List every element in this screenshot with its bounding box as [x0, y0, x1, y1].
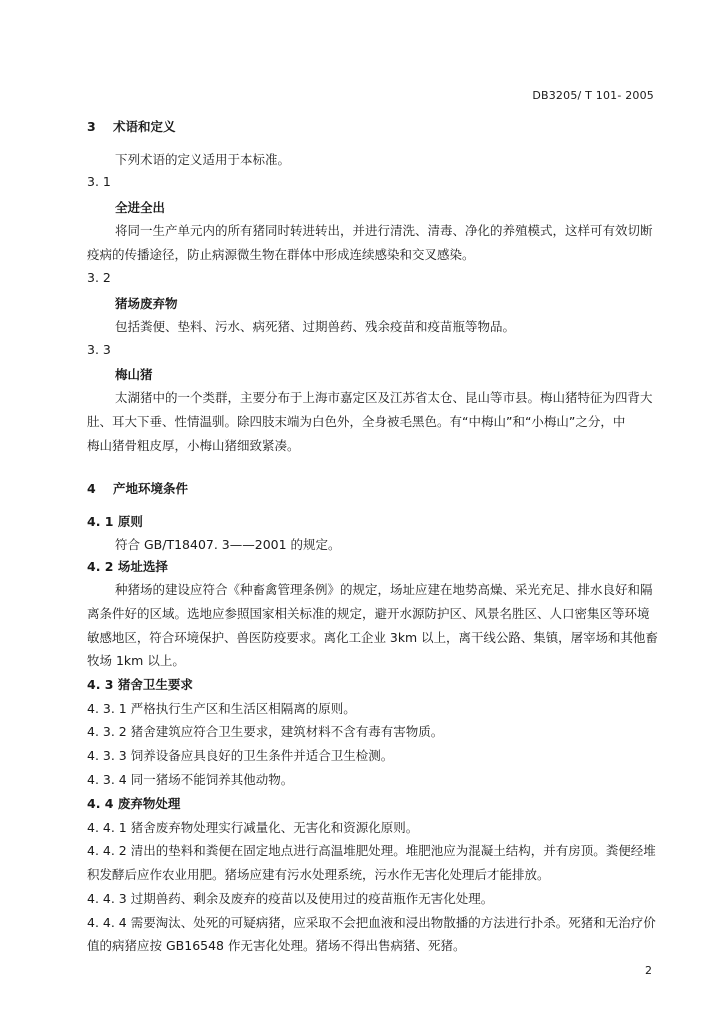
clause-line: 4. 4. 1 猪舍废弃物处理实行减量化、无害化和资源化原则。 [87, 820, 419, 835]
clause-line: 4. 3. 1 严格执行生产区和生活区相隔离的原则。 [87, 701, 356, 716]
clause-line: 4. 3. 2 猪舍建筑应符合卫生要求，建筑材料不含有毒有害物质。 [87, 724, 444, 739]
term-number: 3. 1 [87, 174, 111, 189]
paragraph-line: 疫病的传播途径，防止病源微生物在群体中形成连续感染和交叉感染。 [87, 247, 475, 262]
paragraph-line: 符合 GB/T18407. 3——2001 的规定。 [115, 537, 341, 552]
section-heading-3 [87, 117, 176, 135]
paragraph-line: 值的病猪应按 GB16548 作无害化处理。猪场不得出售病猪、死猪。 [87, 938, 466, 953]
section-heading-4 [87, 479, 188, 497]
subsection-heading: 4. 3 猪舍卫生要求 [87, 677, 193, 692]
clause-line: 4. 4. 4 需要淘汰、处死的可疑病猪，应采取不会把血液和浸出物散播的方法进行扑杀。死猪和无治疗价 [87, 915, 656, 930]
term-title: 全进全出 [115, 200, 166, 215]
clause-line: 4. 4. 2 清出的垫料和粪便在固定地点进行高温堆肥处理。堆肥池应为混凝土结构，并有房顶。粪便经堆 [87, 843, 656, 858]
term-title: 梅山猪 [115, 367, 153, 382]
standard-code-header: DB3205/ T 101- 2005 [532, 89, 654, 102]
section-title: 术语和定义 [113, 119, 176, 134]
section-number: 3 [87, 119, 96, 134]
section-title: 产地环境条件 [113, 481, 189, 496]
paragraph-line: 敏感地区，符合环境保护、兽医防疫要求。离化工企业 3km 以上，离干线公路、集镇，屠宰场和其他畜 [87, 630, 658, 645]
clause-line: 4. 4. 3 过期兽药、剩余及废弃的疫苗以及使用过的疫苗瓶作无害化处理。 [87, 891, 494, 906]
paragraph-line: 梅山猪骨粗皮厚，小梅山猪细致紧凑。 [87, 438, 300, 453]
paragraph-line: 将同一生产单元内的所有猪同时转进转出，并进行清洗、清毒、净化的养殖模式，这样可有效切断 [115, 223, 653, 238]
subsection-heading: 4. 1 原则 [87, 514, 143, 529]
paragraph-line: 肚、耳大下垂、性情温驯。除四肢末端为白色外，全身被毛黑色。有“中梅山”和“小梅山”之分，中 [87, 414, 626, 429]
paragraph-line: 离条件好的区域。选地应参照国家相关标准的规定，避开水源防护区、风景名胜区、人口密集区等环境 [87, 606, 650, 621]
paragraph-line: 下列术语的定义适用于本标准。 [115, 152, 291, 167]
clause-line: 4. 3. 3 饲养设备应具良好的卫生条件并适合卫生检测。 [87, 748, 394, 763]
paragraph-line: 积发酵后应作农业用肥。猪场应建有污水处理系统，污水作无害化处理后才能排放。 [87, 867, 550, 882]
subsection-heading: 4. 4 废弃物处理 [87, 796, 181, 811]
section-number: 4 [87, 481, 96, 496]
page-number: 2 [645, 964, 652, 977]
term-number: 3. 3 [87, 342, 111, 357]
paragraph-line: 包括粪便、垫料、污水、病死猪、过期兽药、残余疫苗和疫苗瓶等物品。 [115, 319, 516, 334]
term-number: 3. 2 [87, 270, 111, 285]
paragraph-line: 太湖猪中的一个类群，主要分布于上海市嘉定区及江苏省太仓、昆山等市县。梅山猪特征为四背大 [115, 390, 653, 405]
clause-line: 4. 3. 4 同一猪场不能饲养其他动物。 [87, 772, 294, 787]
paragraph-line: 种猪场的建设应符合《种畜禽管理条例》的规定，场址应建在地势高燥、采光充足、排水良好和隔 [115, 582, 653, 597]
subsection-heading: 4. 2 场址选择 [87, 559, 168, 574]
term-title: 猪场废弃物 [115, 296, 178, 311]
paragraph-line: 牧场 1km 以上。 [87, 653, 185, 668]
